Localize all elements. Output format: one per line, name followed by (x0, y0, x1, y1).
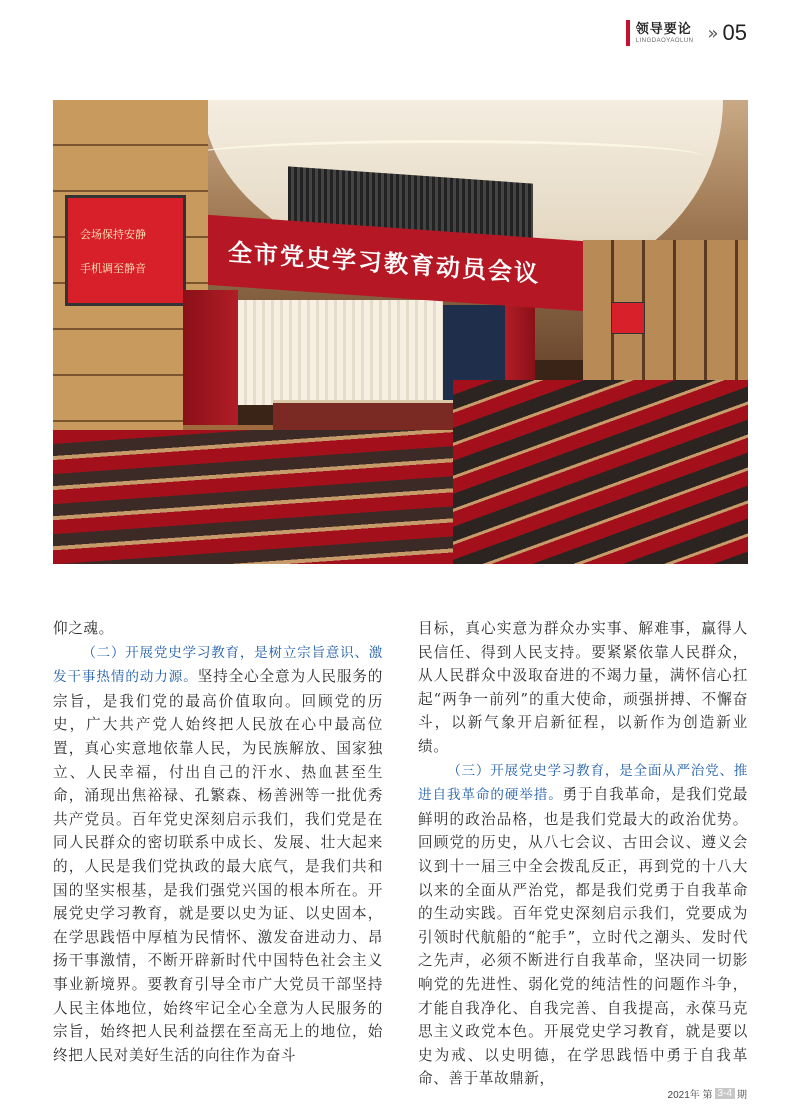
left-column (53, 617, 383, 1067)
paragraph (53, 641, 383, 1068)
photo-stage-backdrop (238, 300, 443, 405)
section-label (636, 22, 694, 45)
footer-suffix: 期 (737, 1090, 747, 1101)
header-accent-bar (626, 20, 630, 46)
paragraph-body: 坚持全心全意为人民服务的宗旨，是我们党的最高价值取向。回顾党的历史，广大共产党人始终把人民放在心中最高位置，真心实意地依靠人民，为民族解放、国家独立、人民幸福，付出自己的汗水、热血甚至生命，涌现出焦裕禄、孔繁森、杨善洲等一批优秀共产党员。百年党史深刻启示我们，我们党是在同人民群众的密切联系中成长、发展、壮大起来的，人民是我们党执政的最大底气，是我们共和国的坚实根基，是我们强党兴国的根本所在。开展党史学习教育，就是要以史为证、以史固本，在学思践悟中厚植为民情怀、激发奋进动力、昂扬干事激情，不断开辟新时代中国特色社会主义事业新境界。要教育引导全市广大党员干部坚持人民主体地位，始终牢记全心全意为人民服务的宗旨，始终把人民利益摆在至高无上的地位，始终把人民对美好生活的向往作为奋斗 (53, 668, 384, 1064)
footer-prefix: 2021年 第 (667, 1090, 713, 1101)
page-number: 05 (722, 20, 747, 45)
section-subtitle: LINGDAOYAOLUN (635, 37, 694, 44)
section-heading: （三）开展党史学习教育，是全面从严治党、推进自我革命的硬举措。 (418, 762, 748, 804)
sign-line-2: 手机调至静音 (80, 262, 146, 275)
page-footer (668, 1086, 747, 1101)
meeting-hall-photo (53, 100, 748, 564)
page-header (626, 18, 747, 48)
paragraph (418, 759, 748, 1091)
photo-audience-seats-right (453, 380, 748, 564)
photo-led-sign (65, 195, 186, 306)
photo-podium (273, 400, 483, 431)
right-column (418, 617, 748, 1091)
paragraph-body: 勇于自我革命，是我们党最鲜明的政治品格，也是我们党最大的政治优势。回顾党的历史，从八七会议、古田会议、遵义会议到十一届三中全会拨乱反正，再到党的十八大以来的全面从严治党，都是我们党勇于自我革命的生动实践。百年党史深刻启示我们，党要成为引领时代航船的“舵手”，立时代之潮头、发时代之先声，必须不断进行自我革命，坚决同一切影响党的先进性、弱化党的纯洁性的问题作斗争，才能自我净化、自我完善、自我提高，永葆马克思主义政党本色。开展党史学习教育，就是要以史为戒、以史明德，在学思践悟中勇于自我革命、善于革故鼎新， (418, 786, 749, 1088)
section-heading: （二）开展党史学习教育，是树立宗旨意识、激发干事热情的动力源。 (53, 644, 383, 686)
photo-light-strip (183, 140, 703, 173)
photo-small-sign (611, 302, 645, 334)
paragraph: 目标，真心实意为群众办实事、解难事，赢得人民信任、得到人民支持。要紧紧依靠人民群众，从人民群众中汲取奋进的不竭力量，满怀信心扛起“两争一前列”的重大使命，顽强拼搏、不懈奋斗，以新气象开启新征程，以新作为创造新业绩。 (418, 620, 748, 755)
section-title: 领导要论 (635, 21, 692, 37)
issue-number: 3-4 (715, 1088, 735, 1099)
paragraph: 仰之魂。 (53, 620, 114, 637)
double-chevron-icon: » (707, 22, 719, 44)
banner-text: 全市党史学习教育动员会议 (228, 238, 540, 289)
sign-line-1: 会场保持安静 (80, 228, 146, 241)
